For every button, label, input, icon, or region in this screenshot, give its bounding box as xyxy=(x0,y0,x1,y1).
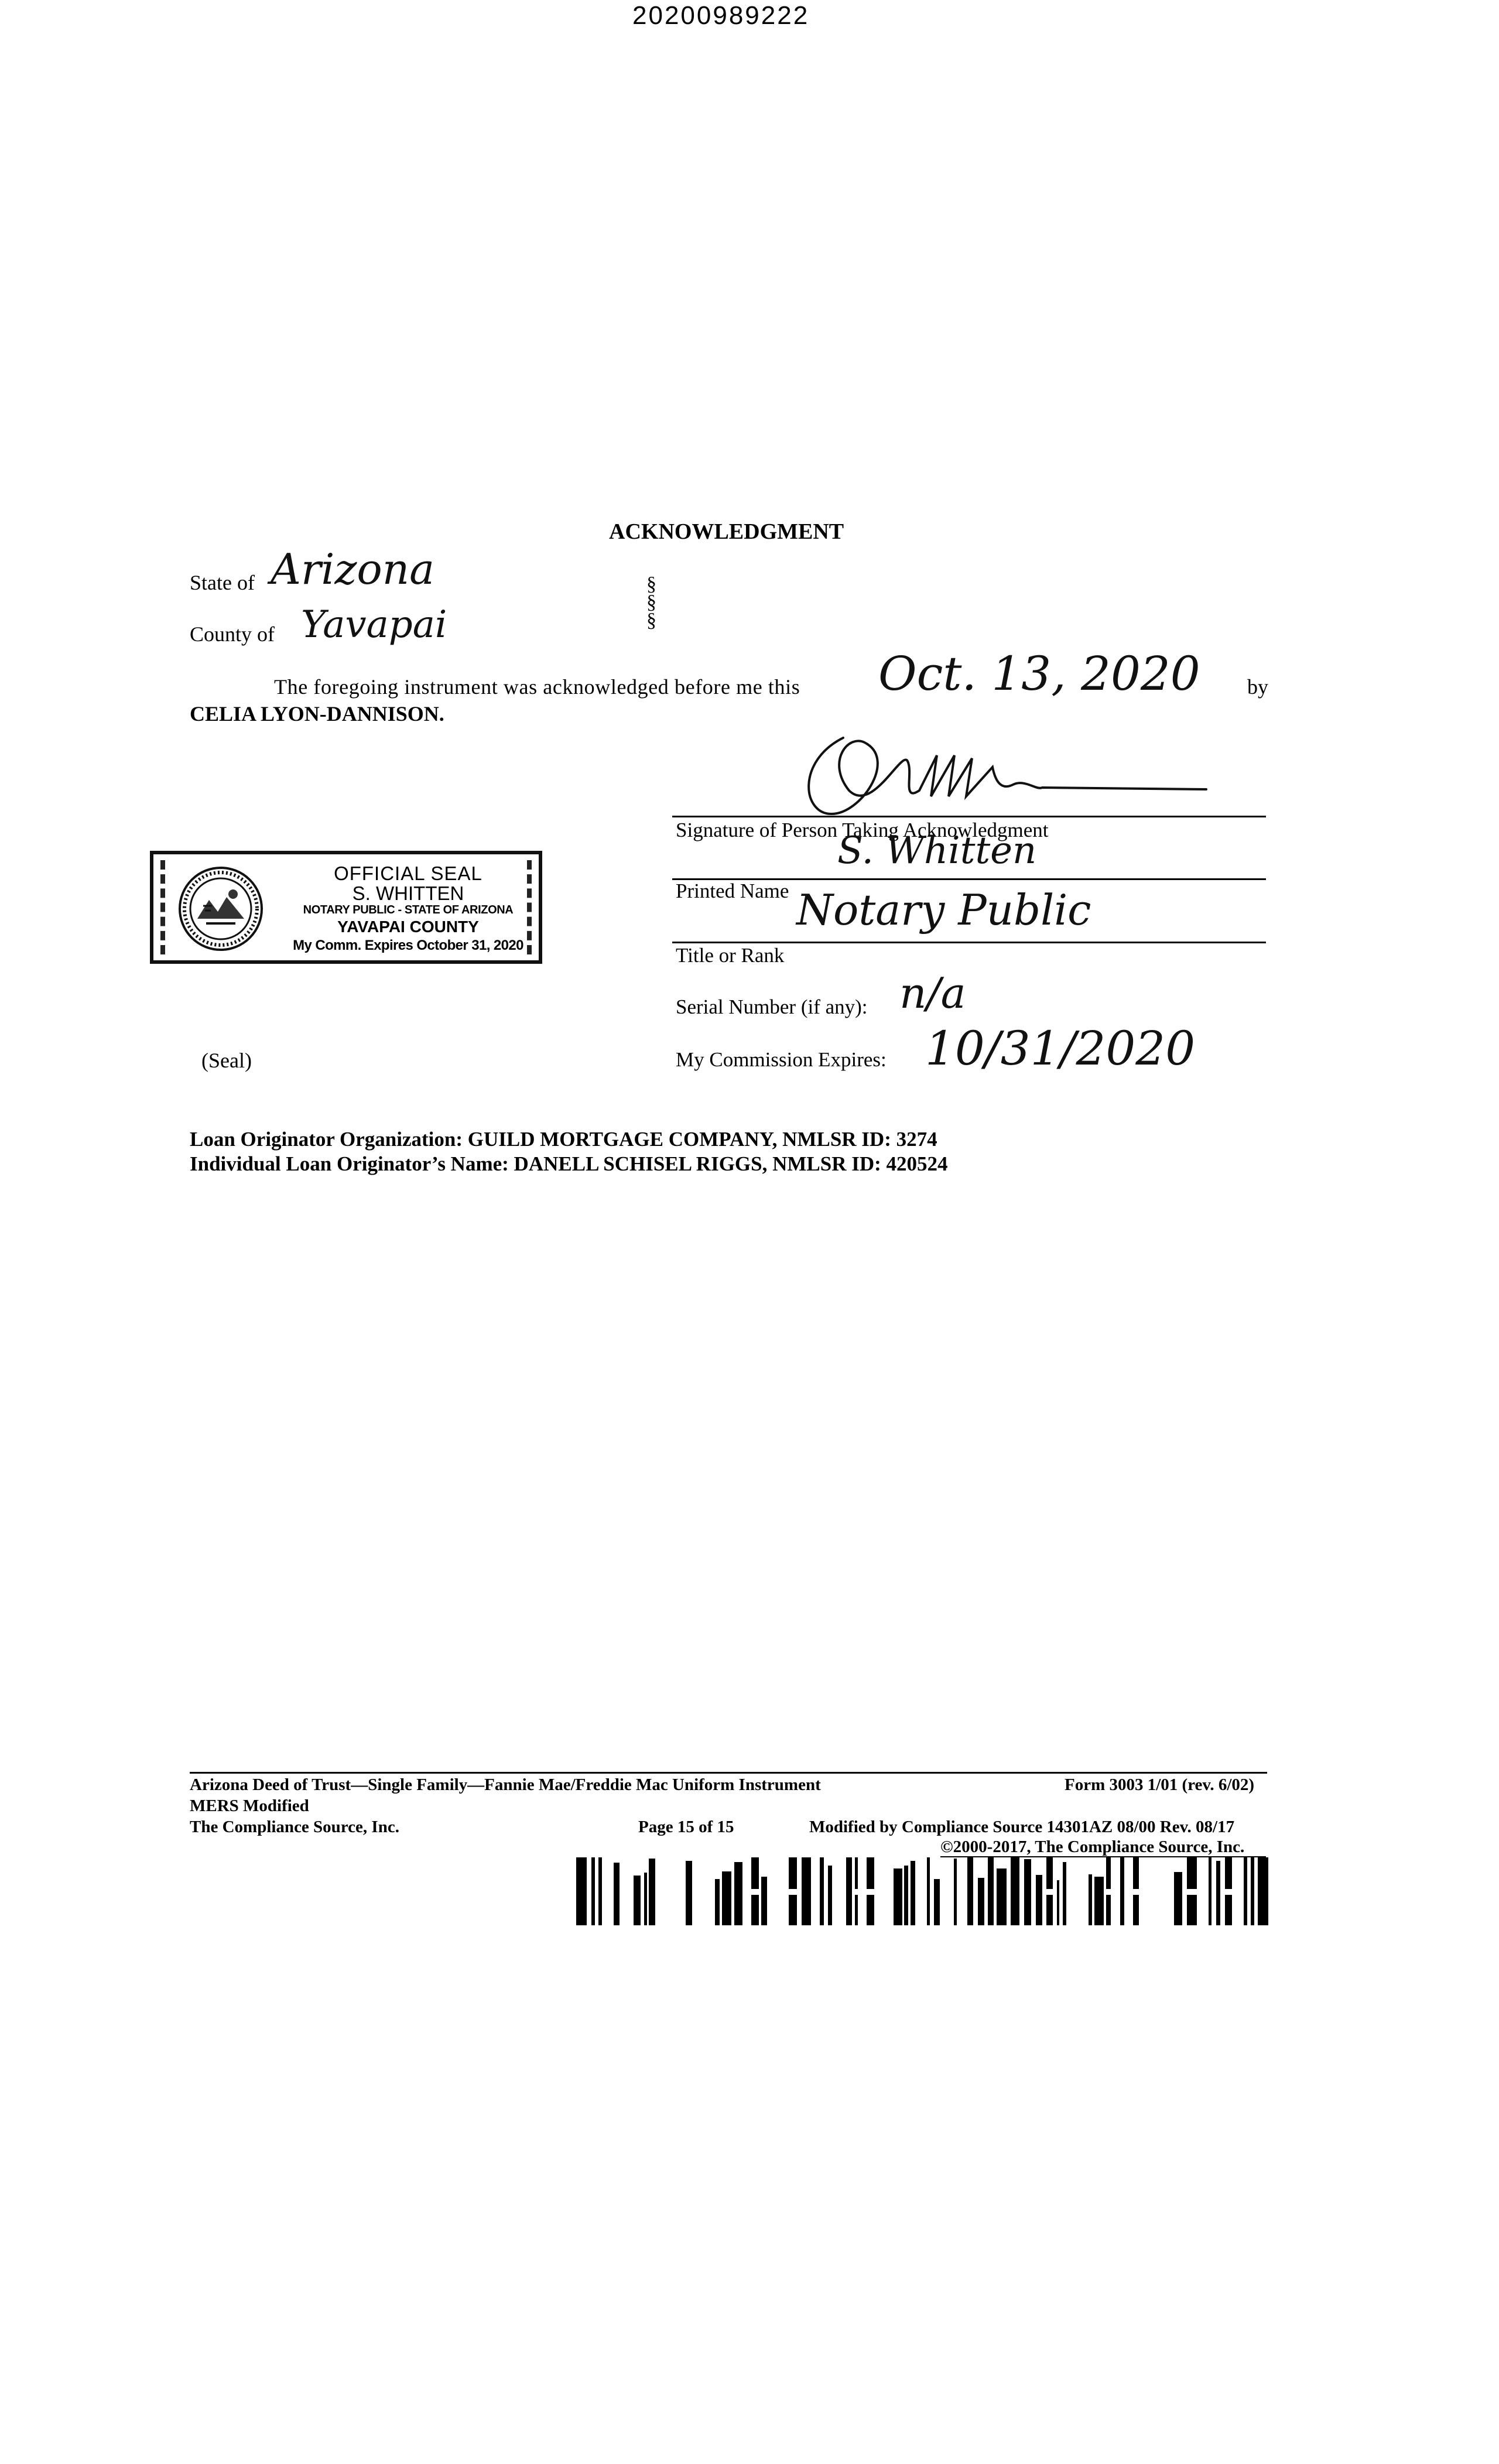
document-barcode xyxy=(576,1857,1269,1925)
county-value: Yavapai xyxy=(301,603,447,646)
title-label: Title or Rank xyxy=(676,944,785,967)
state-label: State of xyxy=(190,571,255,594)
foregoing-text: The foregoing instrument was acknowledged before me this xyxy=(274,675,800,699)
footer-form: Form 3003 1/01 (rev. 6/02) xyxy=(1065,1775,1255,1794)
acknowledgment-date: Oct. 13, 2020 xyxy=(878,646,1200,701)
section-mark-3: § xyxy=(646,610,656,631)
title-value: Notary Public xyxy=(796,885,1091,935)
title-line xyxy=(672,942,1266,943)
footer-copyright: ©2000-2017, The Compliance Source, Inc. xyxy=(940,1837,1245,1856)
document-number: 20200989222 xyxy=(632,1,810,30)
signer-name: CELIA LYON-DANNISON. xyxy=(190,702,444,725)
footer-modified: Modified by Compliance Source 14301AZ 08/00 Rev. 08/17 xyxy=(809,1818,1235,1836)
state-value: Arizona xyxy=(271,545,435,594)
section-marks xyxy=(646,575,656,629)
footer-page: Page 15 of 15 xyxy=(638,1818,734,1836)
signature-line xyxy=(672,816,1266,817)
signature-label: Signature of Person Taking Acknowledgment xyxy=(676,819,1049,841)
state-seal-emblem xyxy=(177,865,265,953)
acknowledgment-title: ACKNOWLEDGMENT xyxy=(609,519,844,544)
footer-rule xyxy=(190,1772,1267,1774)
loan-originator-organization: Loan Originator Organization: GUILD MORTGAGE COMPANY, NMLSR ID: 3274 xyxy=(190,1128,937,1151)
footer-instrument: Arizona Deed of Trust—Single Family—Fannie Mae/Freddie Mac Uniform Instrument xyxy=(190,1775,821,1794)
printed-name-value: S. Whitten xyxy=(837,829,1037,872)
section-mark-2: § xyxy=(646,591,656,613)
county-label: County of xyxy=(190,622,275,646)
section-mark-1: § xyxy=(646,573,656,595)
footer-mers: MERS Modified xyxy=(190,1796,309,1815)
by-label: by xyxy=(1247,675,1268,699)
stamp-line-expiry: My Comm. Expires October 31, 2020 xyxy=(293,937,523,953)
individual-loan-originator: Individual Loan Originator’s Name: DANELL SCHISEL RIGGS, NMLSR ID: 420524 xyxy=(190,1152,948,1175)
footer-company: The Compliance Source, Inc. xyxy=(190,1818,399,1836)
official-seal-stamp xyxy=(150,851,542,964)
notary-signature xyxy=(761,726,1218,820)
serial-label: Serial Number (if any): xyxy=(676,995,868,1018)
serial-value: n/a xyxy=(899,969,966,1018)
stamp-line-county: YAVAPAI COUNTY xyxy=(337,918,479,936)
stamp-line-official-seal: OFFICIAL SEAL xyxy=(334,863,482,884)
commission-value: 10/31/2020 xyxy=(925,1021,1196,1076)
stamp-line-name: S. WHITTEN xyxy=(352,882,464,904)
stamp-line-notary: NOTARY PUBLIC - STATE OF ARIZONA xyxy=(303,904,514,916)
commission-label: My Commission Expires: xyxy=(676,1048,887,1071)
seal-label: (Seal) xyxy=(201,1049,252,1072)
printed-name-label: Printed Name xyxy=(676,879,789,902)
